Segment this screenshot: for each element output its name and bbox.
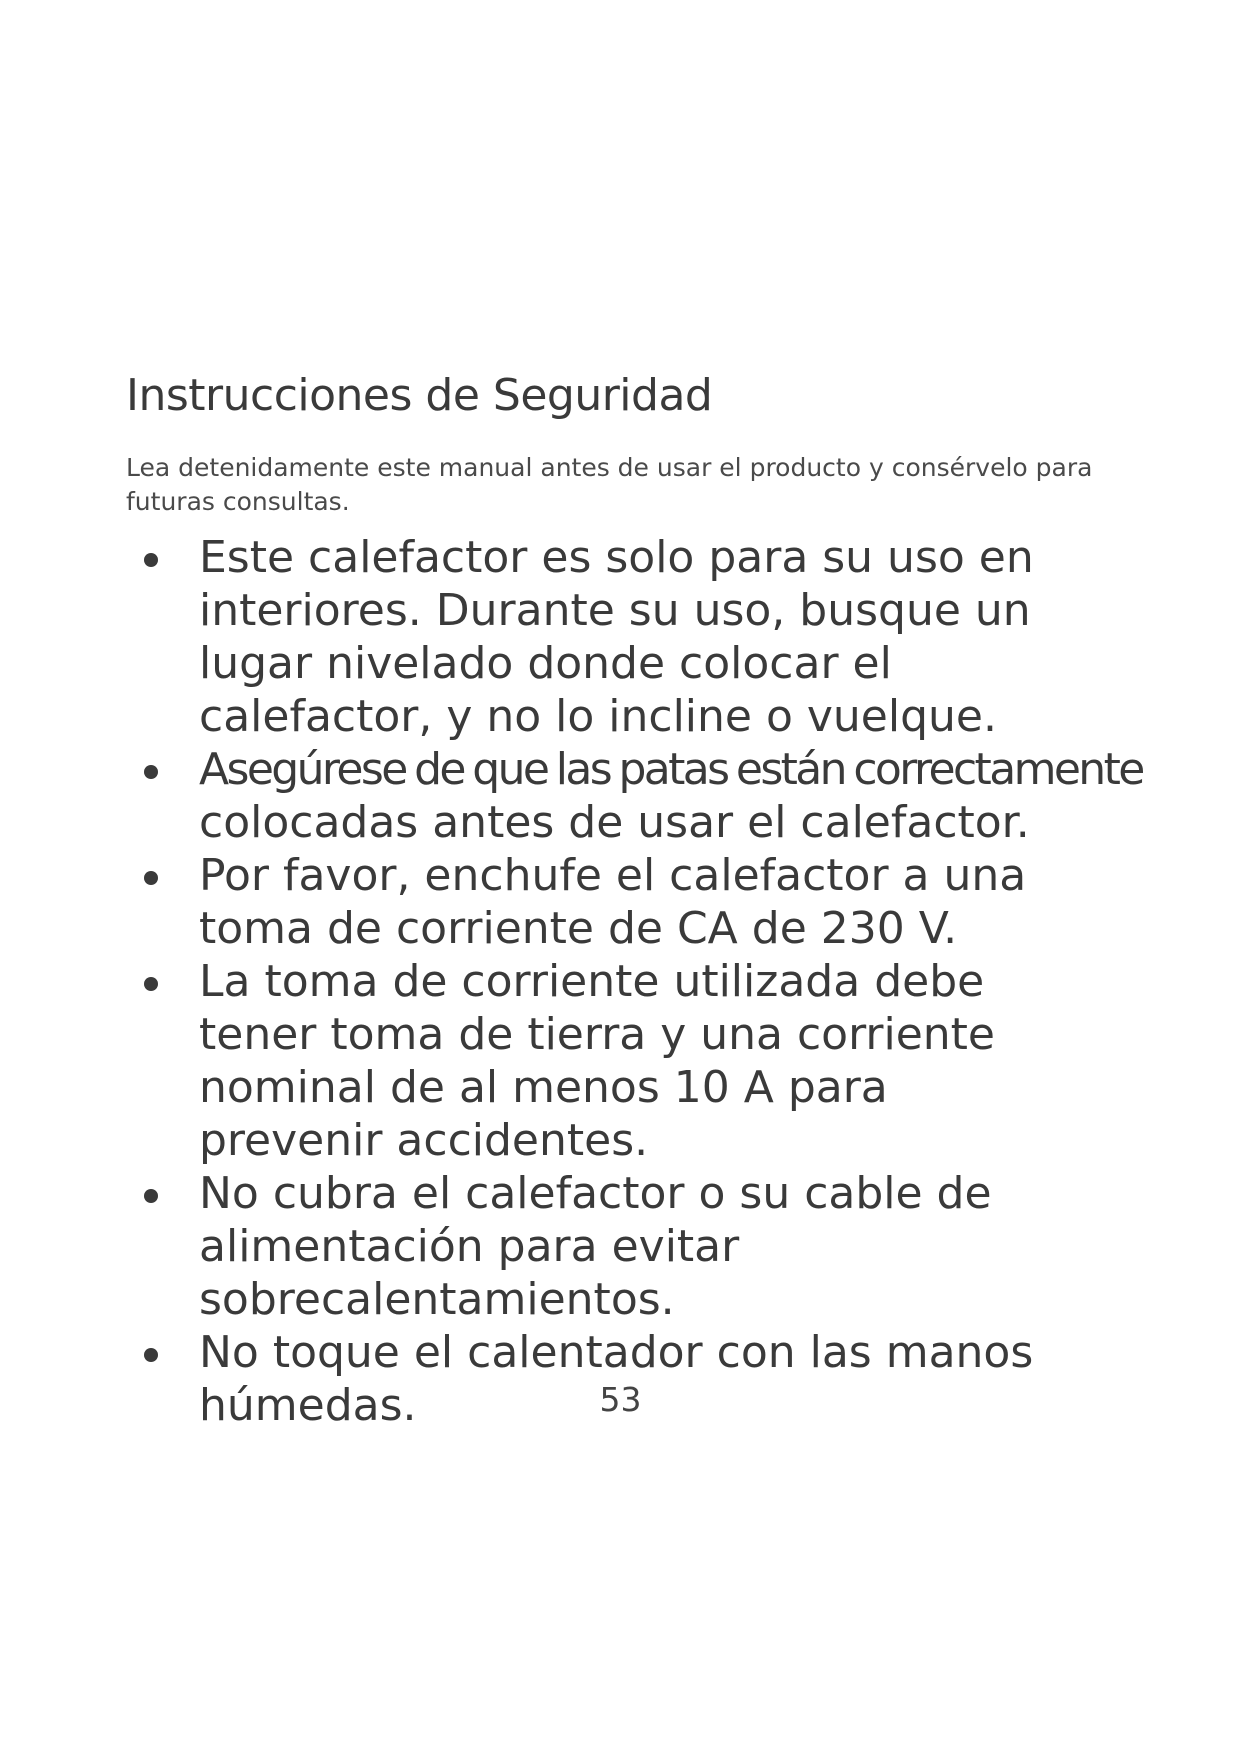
list-item xyxy=(126,955,1079,1167)
list-item xyxy=(126,743,1143,849)
page-number: 53 xyxy=(599,1380,642,1419)
list-item xyxy=(126,849,1079,955)
list-item-text: No cubra el calefactor o su cable de alimentación para evitar sobrecalentamientos. xyxy=(199,1168,992,1325)
list-item-text: colocadas antes de usar el calefactor. xyxy=(199,797,1030,848)
safety-instructions-list xyxy=(126,531,1143,1432)
list-item xyxy=(126,531,1079,743)
bullet-icon xyxy=(144,1348,158,1362)
bullet-icon xyxy=(144,1189,158,1203)
page-title: Instrucciones de Seguridad xyxy=(126,370,713,421)
bullet-icon xyxy=(144,553,158,567)
list-item-text: Por favor, enchufe el calefactor a una toma de corriente de CA de 230 V. xyxy=(199,850,1027,954)
list-item-text: La toma de corriente utilizada debe tener toma de tierra y una corriente nominal de al menos 10 A para prevenir accidentes. xyxy=(199,956,995,1166)
bullet-icon xyxy=(144,977,158,991)
intro-text: Lea detenidamente este manual antes de usar el producto y consérvelo para futuras consultas. xyxy=(126,453,1093,516)
list-item-text: Este calefactor es solo para su uso en interiores. Durante su uso, busque un lugar nivelado donde colocar el calefactor, y no lo incline o vuelque. xyxy=(199,532,1034,742)
bullet-icon xyxy=(144,765,158,779)
page-content xyxy=(126,370,1143,1432)
list-item xyxy=(126,1167,1079,1326)
list-item-text: No toque el calentador con las manos húmedas. xyxy=(199,1327,1034,1431)
bullet-icon xyxy=(144,871,158,885)
list-item-text-line1: Asegúrese de que las patas están correctamente xyxy=(199,744,1143,795)
